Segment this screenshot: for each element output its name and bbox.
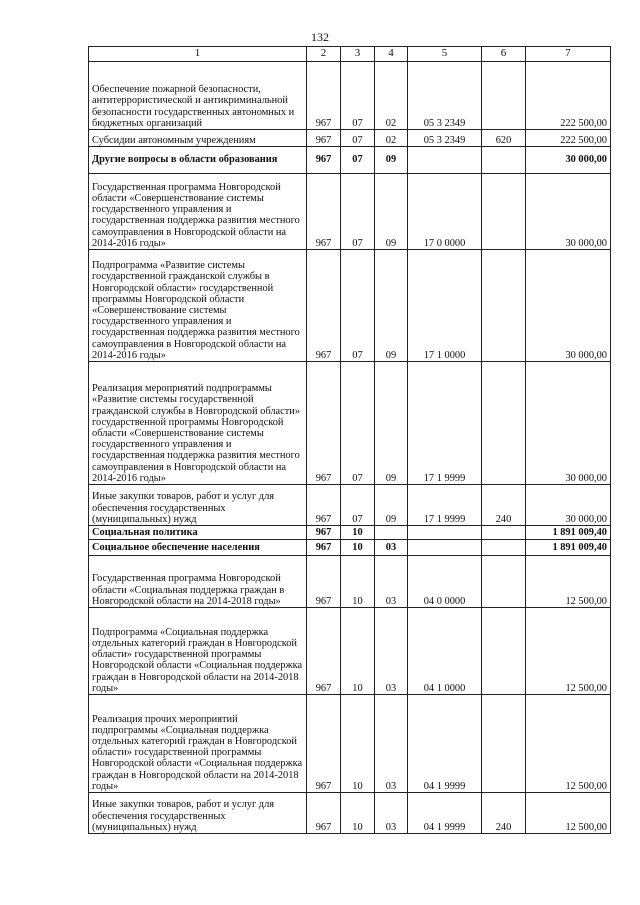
- table-row: [89, 608, 611, 695]
- row-amount: 12 500,00: [526, 695, 611, 793]
- row-subsection: 09: [375, 147, 408, 174]
- row-target: [408, 147, 482, 174]
- table-row: [89, 526, 611, 540]
- header-col-6: 6: [482, 47, 526, 62]
- row-target: 04 0 0000: [408, 556, 482, 608]
- row-expense-type: [482, 695, 526, 793]
- row-section: 10: [341, 556, 375, 608]
- row-name: Реализация прочих мероприятий подпрограммы «Социальная поддержка отдельных категорий граждан в Новгородской области» государственной программы Новгородской области «Социальная поддержка граждан в Новгородской области на 2014-2018 годы»: [89, 695, 307, 793]
- row-name: Иные закупки товаров, работ и услуг для обеспечения государственных (муниципальных) нужд: [89, 793, 307, 834]
- table-row: [89, 130, 611, 147]
- row-amount: 1 891 009,40: [526, 540, 611, 556]
- header-col-3: 3: [341, 47, 375, 62]
- row-ministry: 967: [307, 485, 341, 526]
- header-col-4: 4: [375, 47, 408, 62]
- row-target: [408, 526, 482, 540]
- row-expense-type: [482, 526, 526, 540]
- row-ministry: 967: [307, 62, 341, 130]
- row-name: Государственная программа Новгородской области «Совершенствование системы государственного управления и государственная поддержка развития местного самоуправления в Новгородской области на 2014-2016 годы»: [89, 174, 307, 250]
- row-target: 05 3 2349: [408, 130, 482, 147]
- row-amount: 12 500,00: [526, 793, 611, 834]
- row-subsection: 03: [375, 793, 408, 834]
- row-amount: 222 500,00: [526, 130, 611, 147]
- table-row: [89, 62, 611, 130]
- row-name: Другие вопросы в области образования: [89, 147, 307, 174]
- row-ministry: 967: [307, 540, 341, 556]
- table-row: [89, 362, 611, 485]
- row-ministry: 967: [307, 147, 341, 174]
- row-section: 10: [341, 695, 375, 793]
- row-name: Социальная политика: [89, 526, 307, 540]
- row-ministry: 967: [307, 556, 341, 608]
- row-expense-type: [482, 174, 526, 250]
- table-row: [89, 485, 611, 526]
- row-amount: 30 000,00: [526, 174, 611, 250]
- row-section: 07: [341, 174, 375, 250]
- row-expense-type: [482, 250, 526, 362]
- row-amount: 222 500,00: [526, 62, 611, 130]
- row-name: Субсидии автономным учреждениям: [89, 130, 307, 147]
- row-subsection: 09: [375, 485, 408, 526]
- row-amount: 30 000,00: [526, 362, 611, 485]
- row-amount: 30 000,00: [526, 485, 611, 526]
- row-expense-type: [482, 362, 526, 485]
- row-subsection: 09: [375, 362, 408, 485]
- row-subsection: 03: [375, 695, 408, 793]
- row-target: [408, 540, 482, 556]
- row-expense-type: [482, 540, 526, 556]
- header-col-7: 7: [526, 47, 611, 62]
- row-expense-type: [482, 62, 526, 130]
- row-name: Обеспечение пожарной безопасности, антитеррористической и антикриминальной безопасности государственных автономных и бюджетных организаций: [89, 62, 307, 130]
- row-ministry: 967: [307, 526, 341, 540]
- row-name: Государственная программа Новгородской области «Социальная поддержка граждан в Новгородской области на 2014-2018 годы»: [89, 556, 307, 608]
- row-expense-type: 240: [482, 793, 526, 834]
- header-col-5: 5: [408, 47, 482, 62]
- row-expense-type: 240: [482, 485, 526, 526]
- row-name: Иные закупки товаров, работ и услуг для обеспечения государственных (муниципальных) нужд: [89, 485, 307, 526]
- row-target: 05 3 2349: [408, 62, 482, 130]
- row-section: 07: [341, 130, 375, 147]
- row-subsection: 02: [375, 62, 408, 130]
- row-expense-type: [482, 556, 526, 608]
- table-row: [89, 250, 611, 362]
- row-target: 04 1 9999: [408, 793, 482, 834]
- row-subsection: 02: [375, 130, 408, 147]
- row-expense-type: [482, 608, 526, 695]
- row-expense-type: 620: [482, 130, 526, 147]
- page-number: 132: [311, 30, 329, 44]
- row-section: 07: [341, 362, 375, 485]
- row-section: 10: [341, 608, 375, 695]
- row-ministry: 967: [307, 793, 341, 834]
- row-subsection: 03: [375, 608, 408, 695]
- row-target: 17 1 0000: [408, 250, 482, 362]
- table-row: [89, 556, 611, 608]
- header-row: [89, 47, 611, 62]
- row-ministry: 967: [307, 174, 341, 250]
- row-target: 17 1 9999: [408, 362, 482, 485]
- header-col-1: 1: [89, 47, 307, 62]
- row-amount: 12 500,00: [526, 608, 611, 695]
- row-section: 07: [341, 250, 375, 362]
- row-section: 07: [341, 62, 375, 130]
- table-row: [89, 695, 611, 793]
- row-expense-type: [482, 147, 526, 174]
- row-subsection: 09: [375, 174, 408, 250]
- row-target: 04 1 9999: [408, 695, 482, 793]
- row-amount: 1 891 009,40: [526, 526, 611, 540]
- row-section: 10: [341, 793, 375, 834]
- row-target: 17 1 9999: [408, 485, 482, 526]
- row-section: 07: [341, 485, 375, 526]
- row-amount: 12 500,00: [526, 556, 611, 608]
- row-name: Реализация мероприятий подпрограммы «Развитие системы государственной гражданской службы в Новгородской области» государственной программы Новгородской области «Совершенствование системы государственного управления и государственная поддержка развития местного самоуправления в Новгородской области на 2014-2016 годы»: [89, 362, 307, 485]
- row-target: 17 0 0000: [408, 174, 482, 250]
- row-ministry: 967: [307, 608, 341, 695]
- row-ministry: 967: [307, 695, 341, 793]
- row-name: Подпрограмма «Развитие системы государственной гражданской службы в Новгородской области» государственной программы Новгородской области «Совершенствование системы государственного управления и государственная поддержка развития местного самоуправления в Новгородской области на 2014-2016 годы»: [89, 250, 307, 362]
- row-section: 10: [341, 526, 375, 540]
- row-ministry: 967: [307, 250, 341, 362]
- row-amount: 30 000,00: [526, 250, 611, 362]
- row-section: 10: [341, 540, 375, 556]
- row-section: 07: [341, 147, 375, 174]
- row-subsection: 03: [375, 556, 408, 608]
- table-body: [89, 62, 611, 834]
- table-row: [89, 174, 611, 250]
- table-row: [89, 147, 611, 174]
- row-subsection: 09: [375, 250, 408, 362]
- header-col-2: 2: [307, 47, 341, 62]
- row-subsection: 03: [375, 540, 408, 556]
- table-row: [89, 540, 611, 556]
- table-row: [89, 793, 611, 834]
- row-ministry: 967: [307, 130, 341, 147]
- budget-table: [88, 46, 611, 834]
- row-ministry: 967: [307, 362, 341, 485]
- row-name: Социальное обеспечение населения: [89, 540, 307, 556]
- row-amount: 30 000,00: [526, 147, 611, 174]
- row-name: Подпрограмма «Социальная поддержка отдельных категорий граждан в Новгородской области» государственной программы Новгородской области «Социальная поддержка граждан в Новгородской области на 2014-2018 годы»: [89, 608, 307, 695]
- row-subsection: [375, 526, 408, 540]
- row-target: 04 1 0000: [408, 608, 482, 695]
